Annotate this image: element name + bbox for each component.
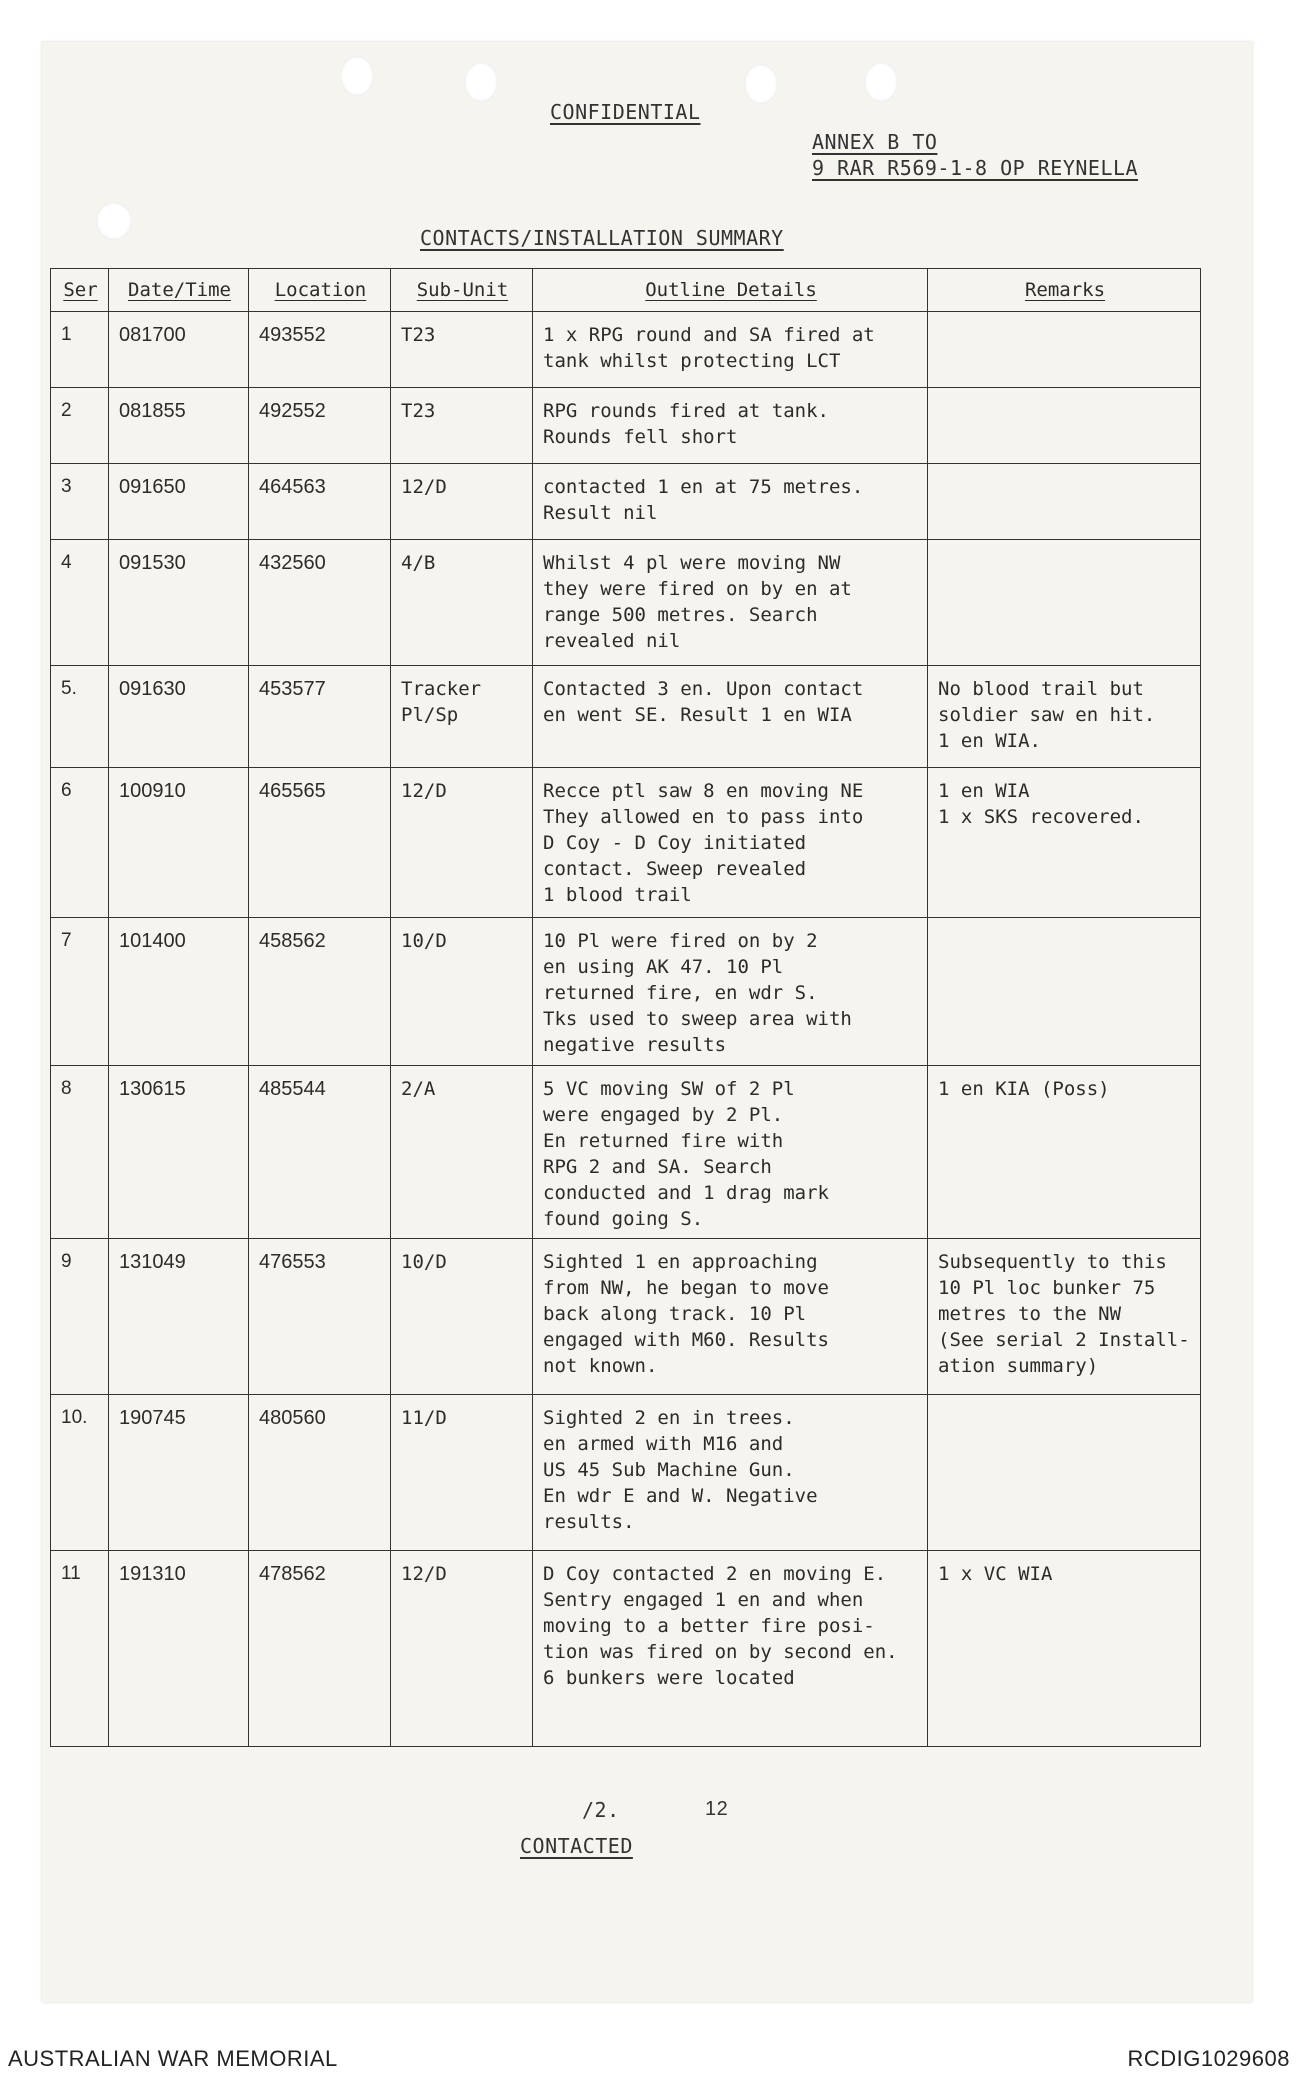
archive-watermark-right: RCDIG1029608 <box>1127 2046 1290 2071</box>
column-header-datetime: Date/Time <box>109 269 249 312</box>
cell-details: 5 VC moving SW of 2 Pl were engaged by 2 Pl. En returned fire with RPG 2 and SA. Search conducted and 1 drag mark found going S. <box>533 1066 928 1239</box>
column-header-remarks: Remarks <box>928 269 1201 312</box>
cell-subunit: 4/B <box>391 540 533 666</box>
cell-location: 485544 <box>249 1066 391 1239</box>
cell-details: 10 Pl were fired on by 2 en using AK 47. 10 Pl returned fire, en wdr S. Tks used to sweep area with negative results <box>533 918 928 1066</box>
column-header-ser: Ser <box>51 269 109 312</box>
cell-details: D Coy contacted 2 en moving E. Sentry engaged 1 en and when moving to a better fire posi- tion was fired on by second en. 6 bunkers were located <box>533 1551 928 1747</box>
punch-hole <box>744 64 778 104</box>
page-continuation-marker: /2. <box>582 1798 620 1822</box>
cell-location: 432560 <box>249 540 391 666</box>
cell-remarks: 1 x VC WIA <box>928 1551 1201 1747</box>
cell-datetime: 191310 <box>109 1551 249 1747</box>
cell-ser: 2 <box>51 388 109 464</box>
cell-location: 465565 <box>249 768 391 918</box>
cell-ser: 1 <box>51 312 109 388</box>
cell-location: 464563 <box>249 464 391 540</box>
cell-subunit: T23 <box>391 312 533 388</box>
annex-reference-line-1: ANNEX B TO <box>812 130 938 154</box>
cell-remarks <box>928 918 1201 1066</box>
table-row <box>51 1395 1201 1551</box>
cell-location: 493552 <box>249 312 391 388</box>
cell-ser: 8 <box>51 1066 109 1239</box>
table-row <box>51 1066 1201 1239</box>
cell-datetime: 130615 <box>109 1066 249 1239</box>
cell-remarks <box>928 388 1201 464</box>
cell-datetime: 100910 <box>109 768 249 918</box>
cell-subunit: 10/D <box>391 918 533 1066</box>
column-header-subunit: Sub-Unit <box>391 269 533 312</box>
table-header-row <box>51 269 1201 312</box>
punch-hole <box>96 202 132 240</box>
cell-datetime: 081855 <box>109 388 249 464</box>
cell-remarks <box>928 540 1201 666</box>
column-header-location: Location <box>249 269 391 312</box>
column-header-details: Outline Details <box>533 269 928 312</box>
cell-ser: 5. <box>51 666 109 768</box>
cell-datetime: 091530 <box>109 540 249 666</box>
punch-hole <box>464 62 498 102</box>
cell-ser: 7 <box>51 918 109 1066</box>
cell-ser: 3 <box>51 464 109 540</box>
cell-location: 458562 <box>249 918 391 1066</box>
cell-subunit: 12/D <box>391 464 533 540</box>
cell-details: Recce ptl saw 8 en moving NE They allowed en to pass into D Coy - D Coy initiated contact. Sweep revealed 1 blood trail <box>533 768 928 918</box>
cell-details: RPG rounds fired at tank. Rounds fell short <box>533 388 928 464</box>
cell-remarks: 1 en KIA (Poss) <box>928 1066 1201 1239</box>
table-row <box>51 1551 1201 1747</box>
cell-remarks: 1 en WIA 1 x SKS recovered. <box>928 768 1201 918</box>
cell-location: 453577 <box>249 666 391 768</box>
cell-subunit: 10/D <box>391 1239 533 1395</box>
cell-location: 476553 <box>249 1239 391 1395</box>
contacts-summary-table <box>50 268 1201 1747</box>
cell-subunit: Tracker Pl/Sp <box>391 666 533 768</box>
table-row <box>51 464 1201 540</box>
cell-subunit: 12/D <box>391 1551 533 1747</box>
cell-datetime: 091650 <box>109 464 249 540</box>
cell-subunit: 2/A <box>391 1066 533 1239</box>
table-row <box>51 666 1201 768</box>
cell-details: Whilst 4 pl were moving NW they were fired on by en at range 500 metres. Search revealed nil <box>533 540 928 666</box>
cell-subunit: 11/D <box>391 1395 533 1551</box>
table-row <box>51 918 1201 1066</box>
cell-remarks <box>928 1395 1201 1551</box>
cell-remarks: Subsequently to this 10 Pl loc bunker 75 metres to the NW (See serial 2 Install- ation summary) <box>928 1239 1201 1395</box>
cell-ser: 10. <box>51 1395 109 1551</box>
cell-datetime: 091630 <box>109 666 249 768</box>
cell-datetime: 131049 <box>109 1239 249 1395</box>
cell-details: contacted 1 en at 75 metres. Result nil <box>533 464 928 540</box>
punch-hole <box>864 62 898 102</box>
classification-marking: CONFIDENTIAL <box>550 100 701 124</box>
cell-details: Sighted 2 en in trees. en armed with M16 and US 45 Sub Machine Gun. En wdr E and W. Negative results. <box>533 1395 928 1551</box>
cell-details: 1 x RPG round and SA fired at tank whilst protecting LCT <box>533 312 928 388</box>
cell-subunit: T23 <box>391 388 533 464</box>
cell-remarks: No blood trail but soldier saw en hit. 1 en WIA. <box>928 666 1201 768</box>
cell-ser: 4 <box>51 540 109 666</box>
annex-reference-line-2: 9 RAR R569-1-8 OP REYNELLA <box>812 156 1139 180</box>
cell-details: Contacted 3 en. Upon contact en went SE. Result 1 en WIA <box>533 666 928 768</box>
next-page-catchword: CONTACTED <box>520 1834 633 1858</box>
cell-location: 492552 <box>249 388 391 464</box>
cell-subunit: 12/D <box>391 768 533 918</box>
table-row <box>51 540 1201 666</box>
cell-location: 478562 <box>249 1551 391 1747</box>
punch-hole <box>340 56 374 96</box>
cell-remarks <box>928 464 1201 540</box>
cell-datetime: 081700 <box>109 312 249 388</box>
cell-remarks <box>928 312 1201 388</box>
cell-ser: 6 <box>51 768 109 918</box>
table-row <box>51 768 1201 918</box>
table-row <box>51 1239 1201 1395</box>
cell-location: 480560 <box>249 1395 391 1551</box>
cell-ser: 9 <box>51 1239 109 1395</box>
page-number: 12 <box>705 1798 729 1820</box>
cell-ser: 11 <box>51 1551 109 1747</box>
archive-watermark-left: AUSTRALIAN WAR MEMORIAL <box>8 2046 338 2071</box>
cell-datetime: 101400 <box>109 918 249 1066</box>
table-row <box>51 388 1201 464</box>
document-title: CONTACTS/INSTALLATION SUMMARY <box>420 226 784 250</box>
table-row <box>51 312 1201 388</box>
cell-details: Sighted 1 en approaching from NW, he began to move back along track. 10 Pl engaged with M60. Results not known. <box>533 1239 928 1395</box>
cell-datetime: 190745 <box>109 1395 249 1551</box>
